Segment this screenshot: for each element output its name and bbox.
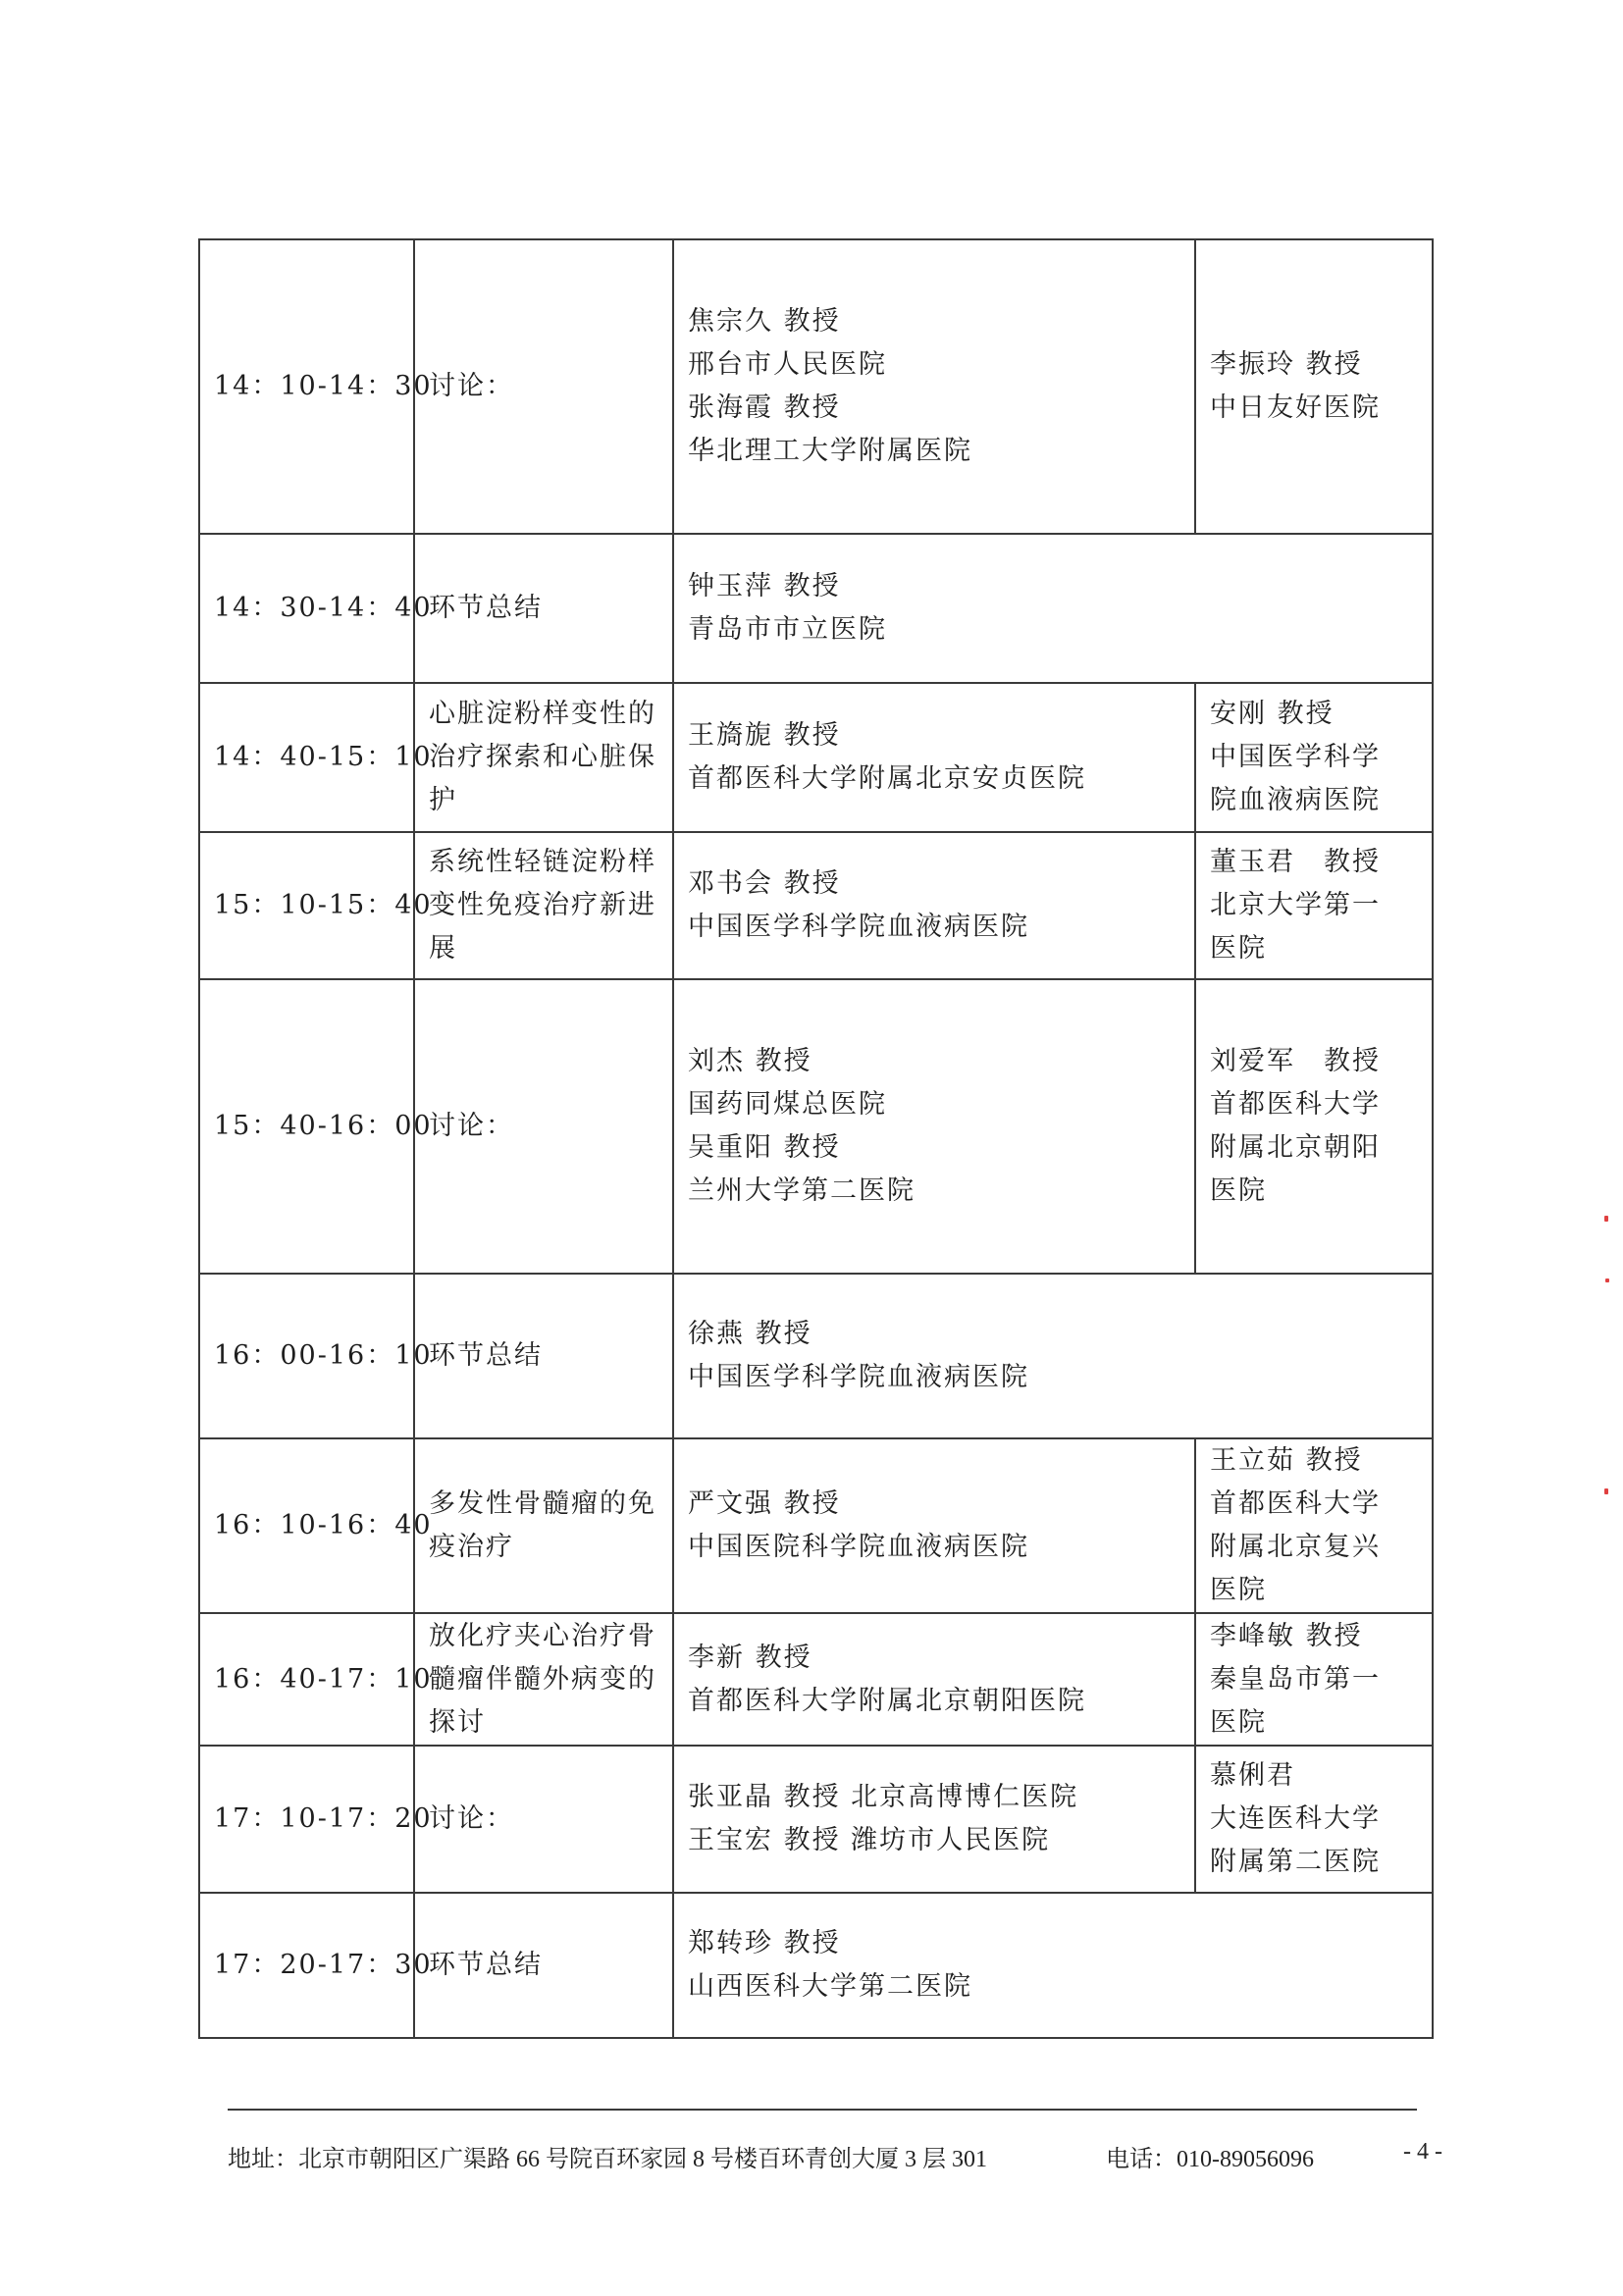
topic-cell (414, 832, 673, 979)
topic-cell (414, 1746, 673, 1893)
host-line: 医院 (1210, 1175, 1267, 1206)
schedule-row (199, 683, 1433, 832)
topic-line: 讨论： (429, 1803, 514, 1834)
speaker-line: 徐燕 教授 (688, 1319, 812, 1349)
host-line: 中日友好医院 (1210, 392, 1381, 423)
host-line: 秦皇岛市第一 (1210, 1663, 1381, 1695)
schedule-row (199, 239, 1433, 534)
speaker-line: 张亚晶 教授 北京高博博仁医院 (688, 1782, 1079, 1812)
speaker-line: 张海霞 教授 (688, 392, 841, 423)
page-footer (228, 2139, 1444, 2178)
time-slot-cell: 14：10-14：30 (199, 239, 414, 534)
speaker-line: 王旖旎 教授 (688, 720, 841, 751)
topic-line: 心脏淀粉样变性的 (429, 699, 656, 729)
host-line: 附属北京朝阳 (1210, 1132, 1381, 1163)
speaker-line: 中国医学科学院血液病医院 (688, 1362, 1029, 1392)
topic-cell (414, 1893, 673, 2038)
schedule-row (199, 534, 1433, 683)
time-slot-cell: 16：10-16：40 (199, 1438, 414, 1613)
speaker-line: 吴重阳 教授 (688, 1132, 841, 1163)
speaker-line: 首都医科大学附属北京安贞医院 (688, 763, 1086, 794)
speaker-cell (673, 832, 1195, 979)
schedule-row (199, 1438, 1433, 1613)
host-cell (1195, 683, 1433, 832)
page-number: - 4 - (1403, 2139, 1442, 2165)
speaker-line: 首都医科大学附属北京朝阳医院 (688, 1685, 1086, 1716)
speaker-line: 钟玉萍 教授 (688, 571, 841, 601)
topic-cell (414, 683, 673, 832)
host-line: 附属第二医院 (1210, 1847, 1381, 1877)
speaker-line: 郑转珍 教授 (688, 1928, 841, 1958)
speaker-line: 严文强 教授 (688, 1488, 841, 1519)
speaker-line: 中国医学科学院血液病医院 (688, 912, 1029, 942)
topic-line: 髓瘤伴髓外病变的 (429, 1663, 656, 1695)
schedule-row (199, 1274, 1433, 1438)
schedule-body (199, 239, 1433, 2038)
topic-line: 展 (429, 933, 457, 964)
speaker-cell (673, 1746, 1195, 1893)
topic-line: 环节总结 (429, 593, 543, 623)
scan-mark (1604, 1488, 1608, 1494)
topic-cell (414, 1613, 673, 1746)
host-cell (1195, 832, 1433, 979)
topic-line: 探讨 (429, 1706, 486, 1738)
topic-line: 放化疗夹心治疗骨 (429, 1620, 656, 1651)
host-line: 首都医科大学 (1210, 1089, 1381, 1120)
speaker-line: 李新 教授 (688, 1642, 812, 1673)
speaker-line: 王宝宏 教授 潍坊市人民医院 (688, 1825, 1051, 1855)
host-line: 董玉君 教授 (1210, 847, 1381, 877)
footer-address: 地址：北京市朝阳区广渠路 66 号院百环家园 8 号楼百环青创大厦 3 层 301 (228, 2147, 987, 2172)
host-line: 李振玲 教授 (1210, 349, 1363, 380)
speaker-cell (673, 979, 1195, 1274)
speaker-cell (673, 1438, 1195, 1613)
speaker-cell (673, 1613, 1195, 1746)
host-cell (1195, 1613, 1433, 1746)
speaker-line: 国药同煤总医院 (688, 1089, 887, 1120)
host-line: 医院 (1210, 1575, 1267, 1605)
topic-cell (414, 534, 673, 683)
speaker-line: 青岛市市立医院 (688, 614, 887, 645)
time-slot-cell: 17：10-17：20 (199, 1746, 414, 1893)
time-slot-cell: 15：10-15：40 (199, 832, 414, 979)
topic-line: 变性免疫治疗新进 (429, 890, 656, 920)
host-line: 北京大学第一 (1210, 890, 1381, 920)
time-slot-cell: 16：40-17：10 (199, 1613, 414, 1746)
topic-line: 护 (429, 785, 457, 815)
schedule-table (198, 238, 1434, 2039)
host-line: 刘爱军 教授 (1210, 1046, 1381, 1076)
schedule-row (199, 1746, 1433, 1893)
topic-line: 系统性轻链淀粉样 (429, 847, 656, 877)
topic-line: 讨论： (429, 1111, 514, 1141)
speaker-line: 邓书会 教授 (688, 868, 841, 899)
speaker-line: 刘杰 教授 (688, 1046, 812, 1076)
schedule-row (199, 832, 1433, 979)
schedule-row (199, 1613, 1433, 1746)
host-line: 中国医学科学 (1210, 742, 1381, 772)
speaker-line: 山西医科大学第二医院 (688, 1971, 972, 2002)
time-slot-cell: 15：40-16：00 (199, 979, 414, 1274)
host-line: 医院 (1210, 1706, 1267, 1738)
host-cell (1195, 239, 1433, 534)
host-line: 首都医科大学 (1210, 1488, 1381, 1519)
topic-line: 多发性骨髓瘤的免 (429, 1488, 656, 1519)
speaker-line: 华北理工大学附属医院 (688, 436, 972, 466)
host-cell (1195, 1746, 1433, 1893)
topic-line: 环节总结 (429, 1340, 543, 1371)
host-line: 附属北京复兴 (1210, 1532, 1381, 1562)
topic-cell (414, 979, 673, 1274)
host-line: 慕俐君 (1210, 1760, 1295, 1791)
speaker-line: 邢台市人民医院 (688, 349, 887, 380)
speaker-line: 中国医院科学院血液病医院 (688, 1532, 1029, 1562)
speaker-line: 焦宗久 教授 (688, 306, 841, 337)
time-slot-cell: 17：20-17：30 (199, 1893, 414, 2038)
scan-mark (1604, 1216, 1608, 1222)
topic-line: 讨论： (429, 371, 514, 401)
time-slot-cell: 14：40-15：10 (199, 683, 414, 832)
topic-cell (414, 1274, 673, 1438)
scan-mark (1605, 1278, 1609, 1282)
speaker-cell (673, 683, 1195, 832)
speaker-cell (673, 1274, 1433, 1438)
schedule-row (199, 979, 1433, 1274)
host-line: 安刚 教授 (1210, 699, 1335, 729)
host-cell (1195, 979, 1433, 1274)
topic-line: 疫治疗 (429, 1532, 514, 1562)
speaker-cell (673, 239, 1195, 534)
host-cell (1195, 1438, 1433, 1613)
topic-cell (414, 239, 673, 534)
topic-line: 环节总结 (429, 1950, 543, 1980)
speaker-cell (673, 534, 1433, 683)
host-line: 王立茹 教授 (1210, 1445, 1363, 1476)
time-slot-cell: 14：30-14：40 (199, 534, 414, 683)
time-slot-cell: 16：00-16：10 (199, 1274, 414, 1438)
topic-line: 治疗探索和心脏保 (429, 742, 656, 772)
schedule-row (199, 1893, 1433, 2038)
speaker-cell (673, 1893, 1433, 2038)
host-line: 院血液病医院 (1210, 785, 1381, 815)
host-line: 医院 (1210, 933, 1267, 964)
host-line: 李峰敏 教授 (1210, 1620, 1363, 1651)
topic-cell (414, 1438, 673, 1613)
footer-phone: 电话：010-89056096 (1106, 2147, 1314, 2172)
footer-divider (228, 2109, 1417, 2111)
host-line: 大连医科大学 (1210, 1803, 1381, 1834)
speaker-line: 兰州大学第二医院 (688, 1175, 916, 1206)
